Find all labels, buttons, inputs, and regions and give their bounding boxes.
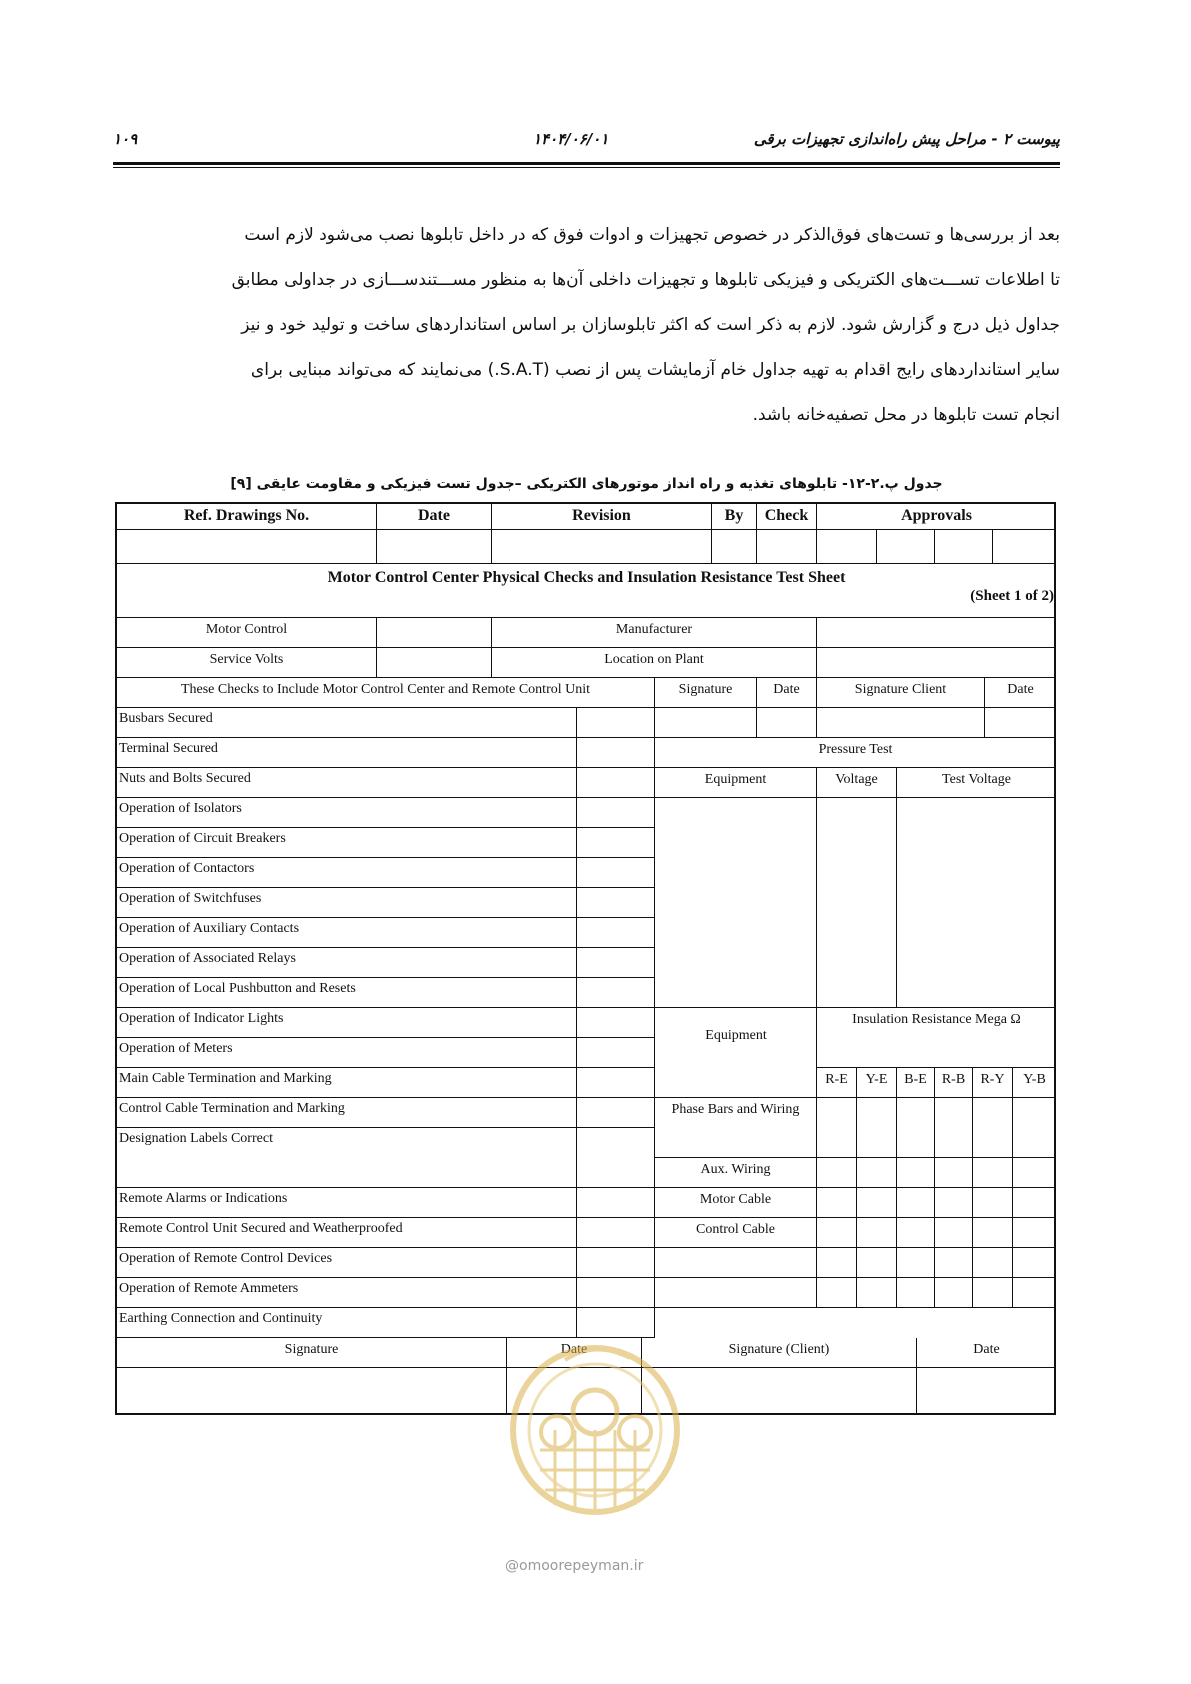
- check-item-label: Operation of Remote Ammeters: [117, 1278, 577, 1308]
- ir-value-cell: [897, 1098, 935, 1158]
- ir-value-cell: [973, 1158, 1013, 1188]
- paragraph-line: سایر استانداردهای رایج اقدام به تهیه جداول خام آزمایشات پس از نصب (S.A.T.) می‌نمایند که می‌تواند مبنایی برای: [250, 360, 1060, 380]
- motor-control-value: [377, 618, 492, 648]
- blank-cell: [817, 530, 877, 564]
- signature-label: Signature: [655, 678, 757, 708]
- check-item-value: [577, 1218, 655, 1248]
- check-item-label: Operation of Isolators: [117, 798, 577, 828]
- watermark-seal: [495, 1320, 695, 1570]
- section-title: پیوست ۲ - مراحل پیش راه‌اندازی تجهیزات برقی: [753, 130, 1060, 148]
- paragraph-line: انجام تست تابلوها در محل تصفیه‌خانه باشد.: [752, 405, 1060, 425]
- check-item-label: Main Cable Termination and Marking: [117, 1068, 577, 1098]
- signature-client-label: Signature Client: [817, 678, 985, 708]
- test-voltage-header: Test Voltage: [897, 768, 1056, 798]
- blank-cell: [117, 530, 377, 564]
- check-item-label: Operation of Circuit Breakers: [117, 828, 577, 858]
- pressure-voltage-area: [817, 798, 897, 1008]
- check-item-label: Terminal Secured: [117, 738, 577, 768]
- sheet-title-block: [117, 564, 1056, 618]
- ir-row-blank: [655, 1278, 817, 1308]
- voltage-header: Voltage: [817, 768, 897, 798]
- check-header: Check: [757, 504, 817, 530]
- paragraph-line: تا اطلاعات تســـت‌های الکتریکی و فیزیکی تابلوها و تجهیزات داخلی آن‌ها به منظور مســـتندســـازی در جداولی مطابق: [231, 270, 1060, 290]
- phase-header: B-E: [897, 1068, 935, 1098]
- footer-date2-blank: [917, 1368, 1056, 1415]
- header-rule-thin: [113, 167, 1060, 168]
- footer-date2-label: Date: [917, 1338, 1056, 1368]
- location-value: [817, 648, 1056, 678]
- test-sheet-form: [115, 502, 1056, 1415]
- approvals-header: Approvals: [817, 504, 1056, 530]
- ir-value-cell: [935, 1158, 973, 1188]
- check-item-value: [577, 1008, 655, 1038]
- check-item-value: [577, 1068, 655, 1098]
- manufacturer-label: Manufacturer: [492, 618, 817, 648]
- date-label: Date: [757, 678, 817, 708]
- ir-value-cell: [935, 1188, 973, 1218]
- signature-client-blank: [817, 708, 985, 738]
- check-item-value: [577, 708, 655, 738]
- phase-header: R-B: [935, 1068, 973, 1098]
- check-item-label: Control Cable Termination and Marking: [117, 1098, 577, 1128]
- blank-cell: [712, 530, 757, 564]
- check-item-label: Remote Control Unit Secured and Weatherproofed: [117, 1218, 577, 1248]
- check-item-value: [577, 1248, 655, 1278]
- ir-value-cell: [973, 1218, 1013, 1248]
- signature-blank: [655, 708, 757, 738]
- check-item-label: Operation of Remote Control Devices: [117, 1248, 577, 1278]
- check-item-label: Operation of Meters: [117, 1038, 577, 1068]
- ir-value-cell: [817, 1218, 857, 1248]
- ir-value-cell: [935, 1098, 973, 1158]
- ir-value-cell: [935, 1218, 973, 1248]
- by-header: By: [712, 504, 757, 530]
- table-caption: جدول پ.۲-۱۲- تابلوهای تغذیه و راه انداز موتورهای الکتریکی –جدول تست فیزیکی و مقاومت عایقی [۹]: [230, 476, 943, 492]
- footer-signature-blank: [117, 1368, 507, 1415]
- phase-header: Y-E: [857, 1068, 897, 1098]
- client-date-blank: [985, 708, 1056, 738]
- sheet-title: Motor Control Center Physical Checks and Insulation Resistance Test Sheet: [327, 569, 846, 586]
- ir-row-blank: [655, 1248, 817, 1278]
- ir-value-cell: [897, 1278, 935, 1308]
- client-date-label: Date: [985, 678, 1056, 708]
- phase-header: R-E: [817, 1068, 857, 1098]
- ir-value-cell: [857, 1098, 897, 1158]
- page-number: ۱۰۹: [113, 130, 138, 148]
- footer-date-label: Date: [507, 1338, 642, 1368]
- sheet-number: (Sheet 1 of 2): [970, 588, 1054, 604]
- ir-row-label: Motor Cable: [655, 1188, 817, 1218]
- check-item-value: [577, 918, 655, 948]
- check-item-value: [577, 888, 655, 918]
- insulation-header: Insulation Resistance Mega Ω: [817, 1008, 1056, 1068]
- blank-cell: [935, 530, 993, 564]
- ir-equipment-header: [655, 1008, 817, 1098]
- manufacturer-value: [817, 618, 1056, 648]
- ir-value-cell: [857, 1278, 897, 1308]
- ir-value-cell: [973, 1098, 1013, 1158]
- header-date: ۱۴۰۴/۰۶/۰۱: [533, 130, 609, 148]
- ir-value-cell: [973, 1188, 1013, 1218]
- date-header: Date: [377, 504, 492, 530]
- check-item-label: Busbars Secured: [117, 708, 577, 738]
- ir-value-cell: [857, 1158, 897, 1188]
- ir-value-cell: [1013, 1248, 1056, 1278]
- blank-cell: [993, 530, 1056, 564]
- footer-signature-client-label: Signature (Client): [642, 1338, 917, 1368]
- ir-value-cell: [817, 1278, 857, 1308]
- check-item-label: Operation of Local Pushbutton and Resets: [117, 978, 577, 1008]
- ir-value-cell: [897, 1158, 935, 1188]
- ir-value-cell: [1013, 1278, 1056, 1308]
- ir-value-cell: [935, 1248, 973, 1278]
- phase-header: Y-B: [1013, 1068, 1056, 1098]
- ref-drawings-header: Ref. Drawings No.: [117, 504, 377, 530]
- check-item-value: [577, 798, 655, 828]
- check-item-label: Earthing Connection and Continuity: [117, 1308, 577, 1338]
- check-item-value: [577, 828, 655, 858]
- ir-value-cell: [1013, 1098, 1056, 1158]
- ir-value-cell: [1013, 1188, 1056, 1218]
- ir-row-label: Aux. Wiring: [655, 1158, 817, 1188]
- service-volts-value: [377, 648, 492, 678]
- revision-header: Revision: [492, 504, 712, 530]
- check-item-value: [577, 738, 655, 768]
- ir-value-cell: [817, 1098, 857, 1158]
- check-item-label: Nuts and Bolts Secured: [117, 768, 577, 798]
- ir-value-cell: [897, 1248, 935, 1278]
- ir-value-cell: [857, 1218, 897, 1248]
- ir-value-cell: [857, 1188, 897, 1218]
- ir-equipment-label: Equipment: [705, 1028, 767, 1043]
- check-item-value: [577, 978, 655, 1008]
- ir-value-cell: [817, 1248, 857, 1278]
- pressure-test-header: Pressure Test: [655, 738, 1056, 768]
- check-item-label: Operation of Switchfuses: [117, 888, 577, 918]
- header-rule: [113, 162, 1060, 165]
- ir-value-cell: [817, 1188, 857, 1218]
- check-item-label: Operation of Associated Relays: [117, 948, 577, 978]
- ir-value-cell: [935, 1278, 973, 1308]
- pressure-equipment-area: [655, 798, 817, 1008]
- motor-control-label: Motor Control: [117, 618, 377, 648]
- check-item-label: Remote Alarms or Indications: [117, 1188, 577, 1218]
- check-item-label: Operation of Indicator Lights: [117, 1008, 577, 1038]
- watermark-site: @omoorepeyman.ir: [505, 1558, 644, 1574]
- ir-value-cell: [897, 1218, 935, 1248]
- equipment-header: Equipment: [655, 768, 817, 798]
- check-item-value: [577, 768, 655, 798]
- checks-note: These Checks to Include Motor Control Center and Remote Control Unit: [117, 678, 655, 708]
- blank-cell: [377, 530, 492, 564]
- ir-value-cell: [857, 1248, 897, 1278]
- ir-value-cell: [897, 1188, 935, 1218]
- ir-value-cell: [973, 1248, 1013, 1278]
- footer-signature-label: Signature: [117, 1338, 507, 1368]
- check-item-value: [577, 858, 655, 888]
- page-header: [113, 130, 1060, 156]
- blank-cell: [877, 530, 935, 564]
- check-item-value: [577, 1188, 655, 1218]
- check-item-value: [577, 1038, 655, 1068]
- blank-cell: [757, 530, 817, 564]
- paragraph-line: جداول ذیل درج و گزارش شود. لازم به ذکر است که اکثر تابلوسازان بر اساس استانداردهای ساخت و تولید خود و نیز: [241, 315, 1060, 335]
- check-item-label: Designation Labels Correct: [117, 1128, 577, 1188]
- service-volts-label: Service Volts: [117, 648, 377, 678]
- check-item-value: [577, 1098, 655, 1128]
- check-item-label: Operation of Auxiliary Contacts: [117, 918, 577, 948]
- pressure-test-voltage-area: [897, 798, 1056, 1008]
- check-item-value: [577, 948, 655, 978]
- intro-paragraph: [113, 213, 1060, 438]
- check-item-label: Operation of Contactors: [117, 858, 577, 888]
- location-label: Location on Plant: [492, 648, 817, 678]
- check-item-value: [577, 1128, 655, 1188]
- phase-header: R-Y: [973, 1068, 1013, 1098]
- ir-value-cell: [817, 1158, 857, 1188]
- paragraph-line: بعد از بررسی‌ها و تست‌های فوق‌الذکر در خصوص تجهیزات و ادوات فوق که در داخل تابلوها نصب می‌شود لازم است: [244, 225, 1060, 245]
- ir-value-cell: [1013, 1218, 1056, 1248]
- check-item-value: [577, 1278, 655, 1308]
- blank-cell: [492, 530, 712, 564]
- ir-value-cell: [973, 1278, 1013, 1308]
- ir-row-label: Phase Bars and Wiring: [655, 1098, 817, 1158]
- date-blank: [757, 708, 817, 738]
- ir-value-cell: [1013, 1158, 1056, 1188]
- ir-row-label: Control Cable: [655, 1218, 817, 1248]
